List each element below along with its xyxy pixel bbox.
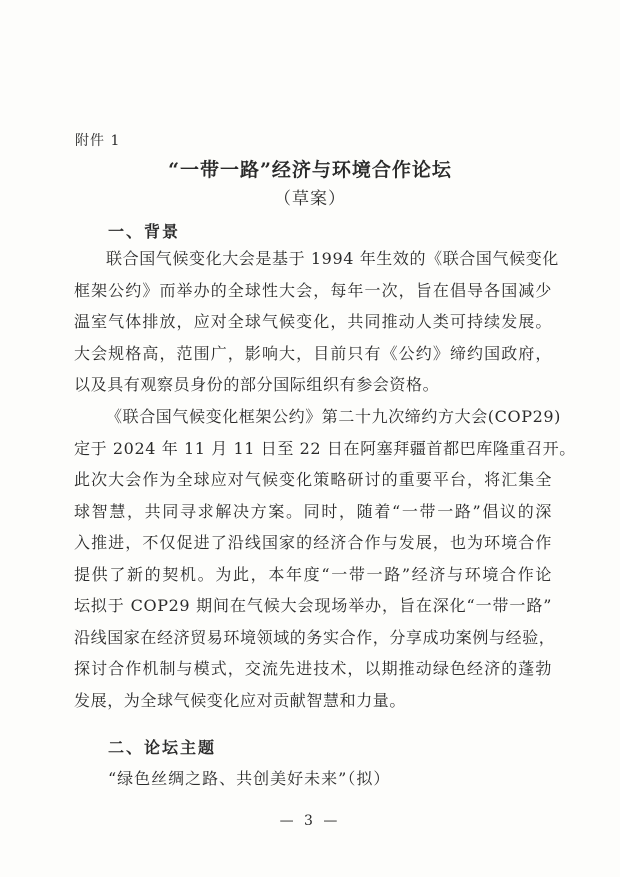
- paragraph-line: 框架公约》而举办的全球性大会，每年一次，旨在倡导各国减少: [74, 280, 552, 300]
- paragraph-line: 温室气体排放，应对全球气候变化，共同推动人类可持续发展。: [74, 312, 552, 331]
- section-heading-forum-theme: 二、论坛主题: [108, 738, 217, 757]
- section-heading-background: 一、背景: [108, 222, 181, 241]
- attachment-label: 附件 1: [75, 133, 121, 149]
- paragraph-line: 沿线国家在经济贸易环境领域的务实合作，分享成功案例与经验，: [74, 627, 556, 647]
- paragraph-line: 入推进，不仅促进了沿线国家的经济合作与发展，也为环境合作: [74, 533, 552, 552]
- paragraph-line: 此次大会作为全球应对气候变化策略研讨的重要平台，将汇集全: [74, 470, 552, 489]
- paragraph-line: 以及具有观察员身份的部分国际组织有参会资格。: [74, 375, 440, 394]
- paragraph-line: 球智慧，共同寻求解决方案。同时，随着“一带一路”倡议的深: [74, 501, 552, 521]
- paragraph-line: 提供了新的契机。为此，本年度“一带一路”经济与环境合作论: [74, 564, 552, 584]
- document-subtitle: （草案）: [274, 189, 346, 209]
- paragraph-line: 联合国气候变化大会是基于 1994 年生效的《联合国气候变化: [106, 249, 559, 268]
- paragraph-line: 发展，为全球气候变化应对贡献智慧和力量。: [74, 690, 407, 710]
- paragraph-1: [74, 243, 559, 401]
- paragraph-line: 《联合国气候变化框架公约》第二十九次缔约方大会(COP29): [106, 407, 561, 426]
- paragraph-line: 探讨合作机制与模式，交流先进技术，以期推动绿色经济的蓬勃: [74, 659, 552, 678]
- document-title: “一带一路”经济与环境合作论坛: [168, 159, 452, 181]
- paragraph-2: [74, 401, 576, 716]
- paragraph-line: 坛拟于 COP29 期间在气候大会现场举办，旨在深化“一带一路”: [74, 596, 552, 615]
- paragraph-line: 大会规格高，范围广，影响大，目前只有《公约》缔约国政府，: [74, 343, 552, 363]
- paragraph-line: 定于 2024 年 11 月 11 日至 22 日在阿塞拜疆首都巴库隆重召开。: [74, 438, 576, 458]
- forum-theme-text: “绿色丝绸之路、共创美好未来”（拟）: [108, 769, 391, 788]
- page-number: — 3 —: [279, 813, 341, 829]
